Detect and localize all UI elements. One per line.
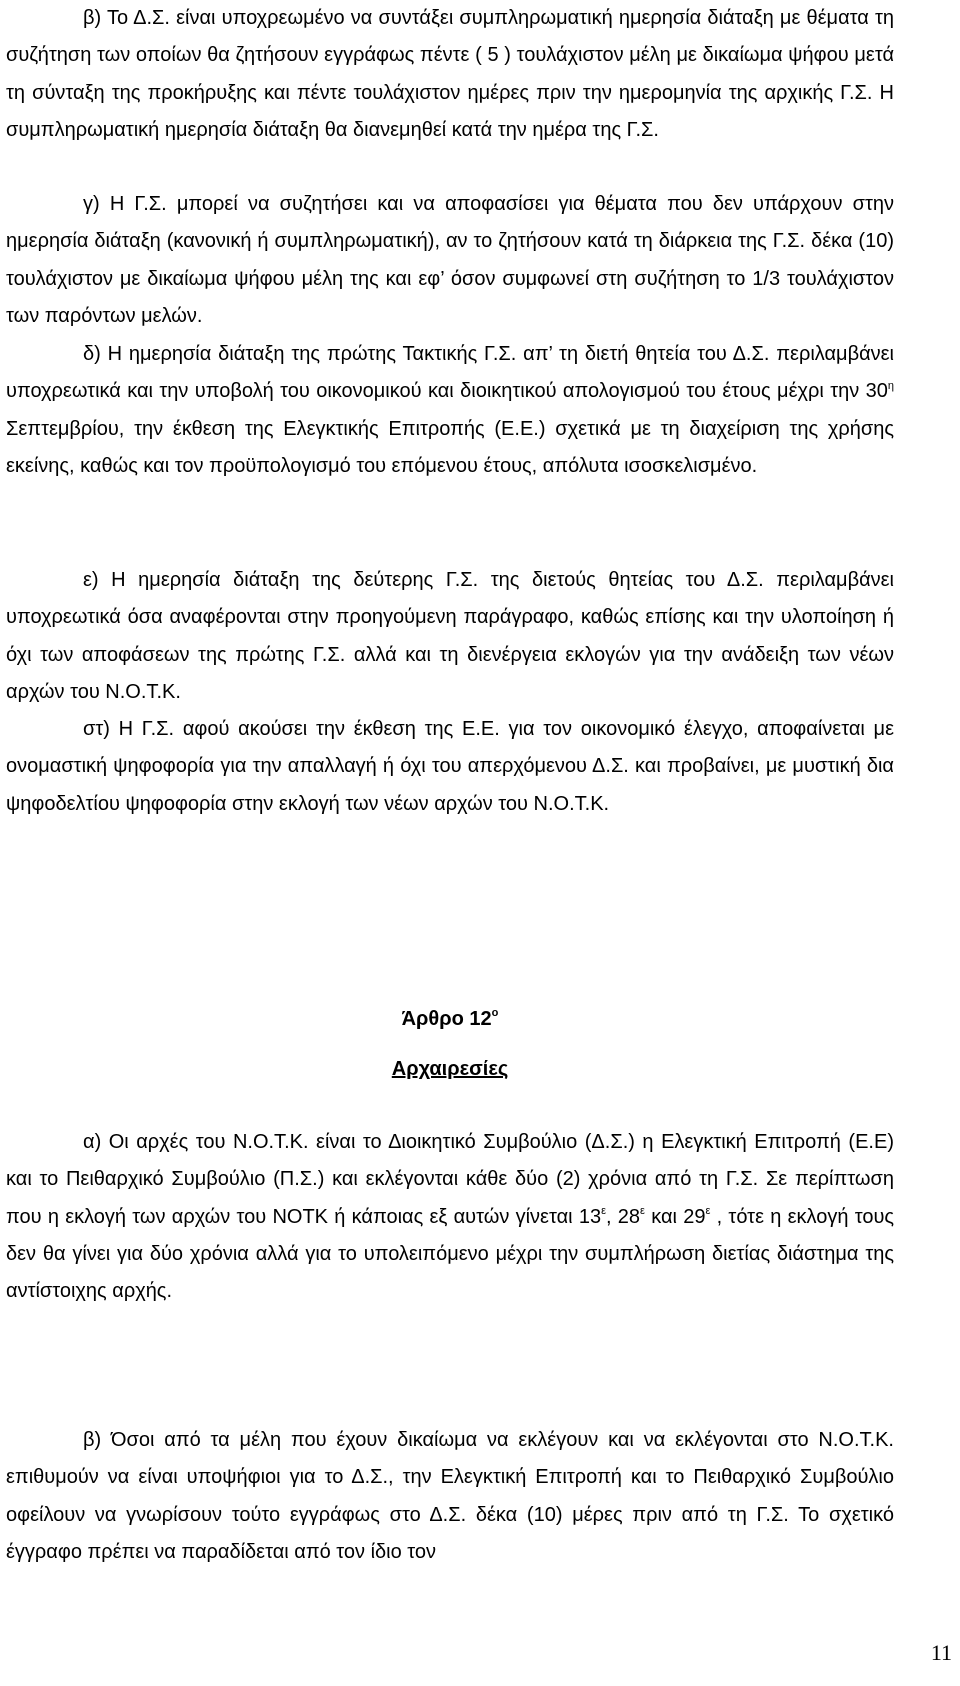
- article-title: Αρχαιρεσίες: [391, 1058, 509, 1080]
- paragraph-alpha-text: α) Οι αρχές του Ν.Ο.Τ.Κ. είναι το Διοικητικό Συμβούλιο (Δ.Σ.) η Ελεγκτική Επιτροπή (Ε.Ε) και το Πειθαρχικό Συμβούλιο (Π.Σ.) και εκλέγονται κάθε δύο (2) χρόνια από τη Γ.Σ. Σε περίπτωση που η εκλογή των αρχών του ΝΟΤΚ ή κάποιας εξ αυτών γίνεται 13: [6, 1131, 894, 1228]
- superscript: η: [887, 379, 894, 392]
- paragraph-epsilon: ε) Η ημερησία διάταξη της δεύτερης Γ.Σ. της διετούς θητείας του Δ.Σ. περιλαμβάνει υποχρεωτικά όσα αναφέρονται στην προηγούμενη παράγραφο, καθώς επίσης και την υλοποίηση ή όχι των αποφάσεων της πρώτης Γ.Σ. αλλά και τη διενέργεια εκλογών για την ανάδειξη των νέων αρχών του Ν.Ο.Τ.Κ.: [6, 569, 894, 703]
- page-number: 11: [930, 1640, 952, 1665]
- paragraph-delta-text-cont: Σεπτεμβρίου, την έκθεση της Ελεγκτικής Επιτροπής (Ε.Ε.) σχετικά με τη διαχείριση της χρήσης εκείνης, καθώς και τον προϋπολογισμό του επόμενου έτους, απόλυτα ισοσκελισμένο.: [6, 417, 894, 477]
- superscript: ε: [601, 1204, 606, 1217]
- superscript: ε: [640, 1204, 645, 1217]
- article-number: [0, 1006, 900, 1032]
- paragraph-alpha-text-4: , τότε η εκλογή τους δεν θα γίνει για δύο χρόνια αλλά για το υπολειπόμενο μέχρι την συμπλήρωση διετίας διάστημα της αντίστοιχης αρχής.: [6, 1205, 895, 1303]
- superscript: ε: [705, 1204, 711, 1217]
- paragraph-alpha-text-3: και 29: [644, 1205, 706, 1228]
- paragraph-delta: [6, 336, 894, 485]
- paragraph-beta: β) Το Δ.Σ. είναι υποχρεωμένο να συντάξει συμπληρωματική ημερησία διάταξη με θέματα τη συζήτηση των οποίων θα ζητήσουν εγγράφως πέντε ( 5 ) τουλάχιστον μέλη με δικαίωμα ψήφου μετά τη σύνταξη της προκήρυξης και πέντε τουλάχιστον ημέρες πριν την ημερομηνία της αρχικής Γ.Σ. Η συμπληρωματική ημερησία διάταξη θα διανεμηθεί κατά την ημέρα της Γ.Σ.: [6, 7, 894, 141]
- paragraph-beta-2: β) Όσοι από τα μέλη που έχουν δικαίωμα να εκλέγουν και να εκλέγονται στο Ν.Ο.Τ.Κ. επιθυμούν να είναι υποψήφιοι για το Δ.Σ., την Ελεγκτική Επιτροπή και το Πειθαρχικό Συμβούλιο οφείλουν να γνωρίσουν τούτο εγγράφως στο Δ.Σ. δέκα (10) μέρες πριν από τη Γ.Σ. Το σχετικό έγγραφο πρέπει να παραδίδεται από τον ίδιο τον: [6, 1429, 894, 1563]
- paragraph-alpha: [6, 1124, 894, 1310]
- paragraph-delta-text: δ) Η ημερησία διάταξη της πρώτης Τακτικής Γ.Σ. απ’ τη διετή θητεία του Δ.Σ. περιλαμβάνει υποχρεωτικά και την υποβολή του οικονομικού και διοικητικού απολογισμού του έτους μέχρι την 30: [6, 343, 894, 403]
- paragraph-gamma: γ) Η Γ.Σ. μπορεί να συζητήσει και να αποφασίσει για θέματα που δεν υπάρχουν στην ημερησία διάταξη (κανονική ή συμπληρωματική), αν το ζητήσουν κατά τη διάρκεια της Γ.Σ. δέκα (10) τουλάχιστον με δικαίωμα ψήφου μέλη της και εφ’ όσον συμφωνεί στη συζήτηση το 1/3 τουλάχιστον των παρόντων μελών.: [6, 193, 894, 327]
- paragraph-alpha-text-2: , 28: [605, 1205, 641, 1228]
- superscript: ο: [491, 1007, 499, 1020]
- paragraph-st: στ) Η Γ.Σ. αφού ακούσει την έκθεση της Ε.Ε. για τον οικονομικό έλεγχο, αποφαίνεται με ονομαστική ψηφοφορία για την απαλλαγή ή όχι του απερχόμενου Δ.Σ. και προβαίνει, με μυστική δια ψηφοδελτίου ψηφοφορία στην εκλογή των νέων αρχών του Ν.Ο.Τ.Κ.: [6, 718, 894, 815]
- article-number-text: Άρθρο 12: [401, 1008, 492, 1030]
